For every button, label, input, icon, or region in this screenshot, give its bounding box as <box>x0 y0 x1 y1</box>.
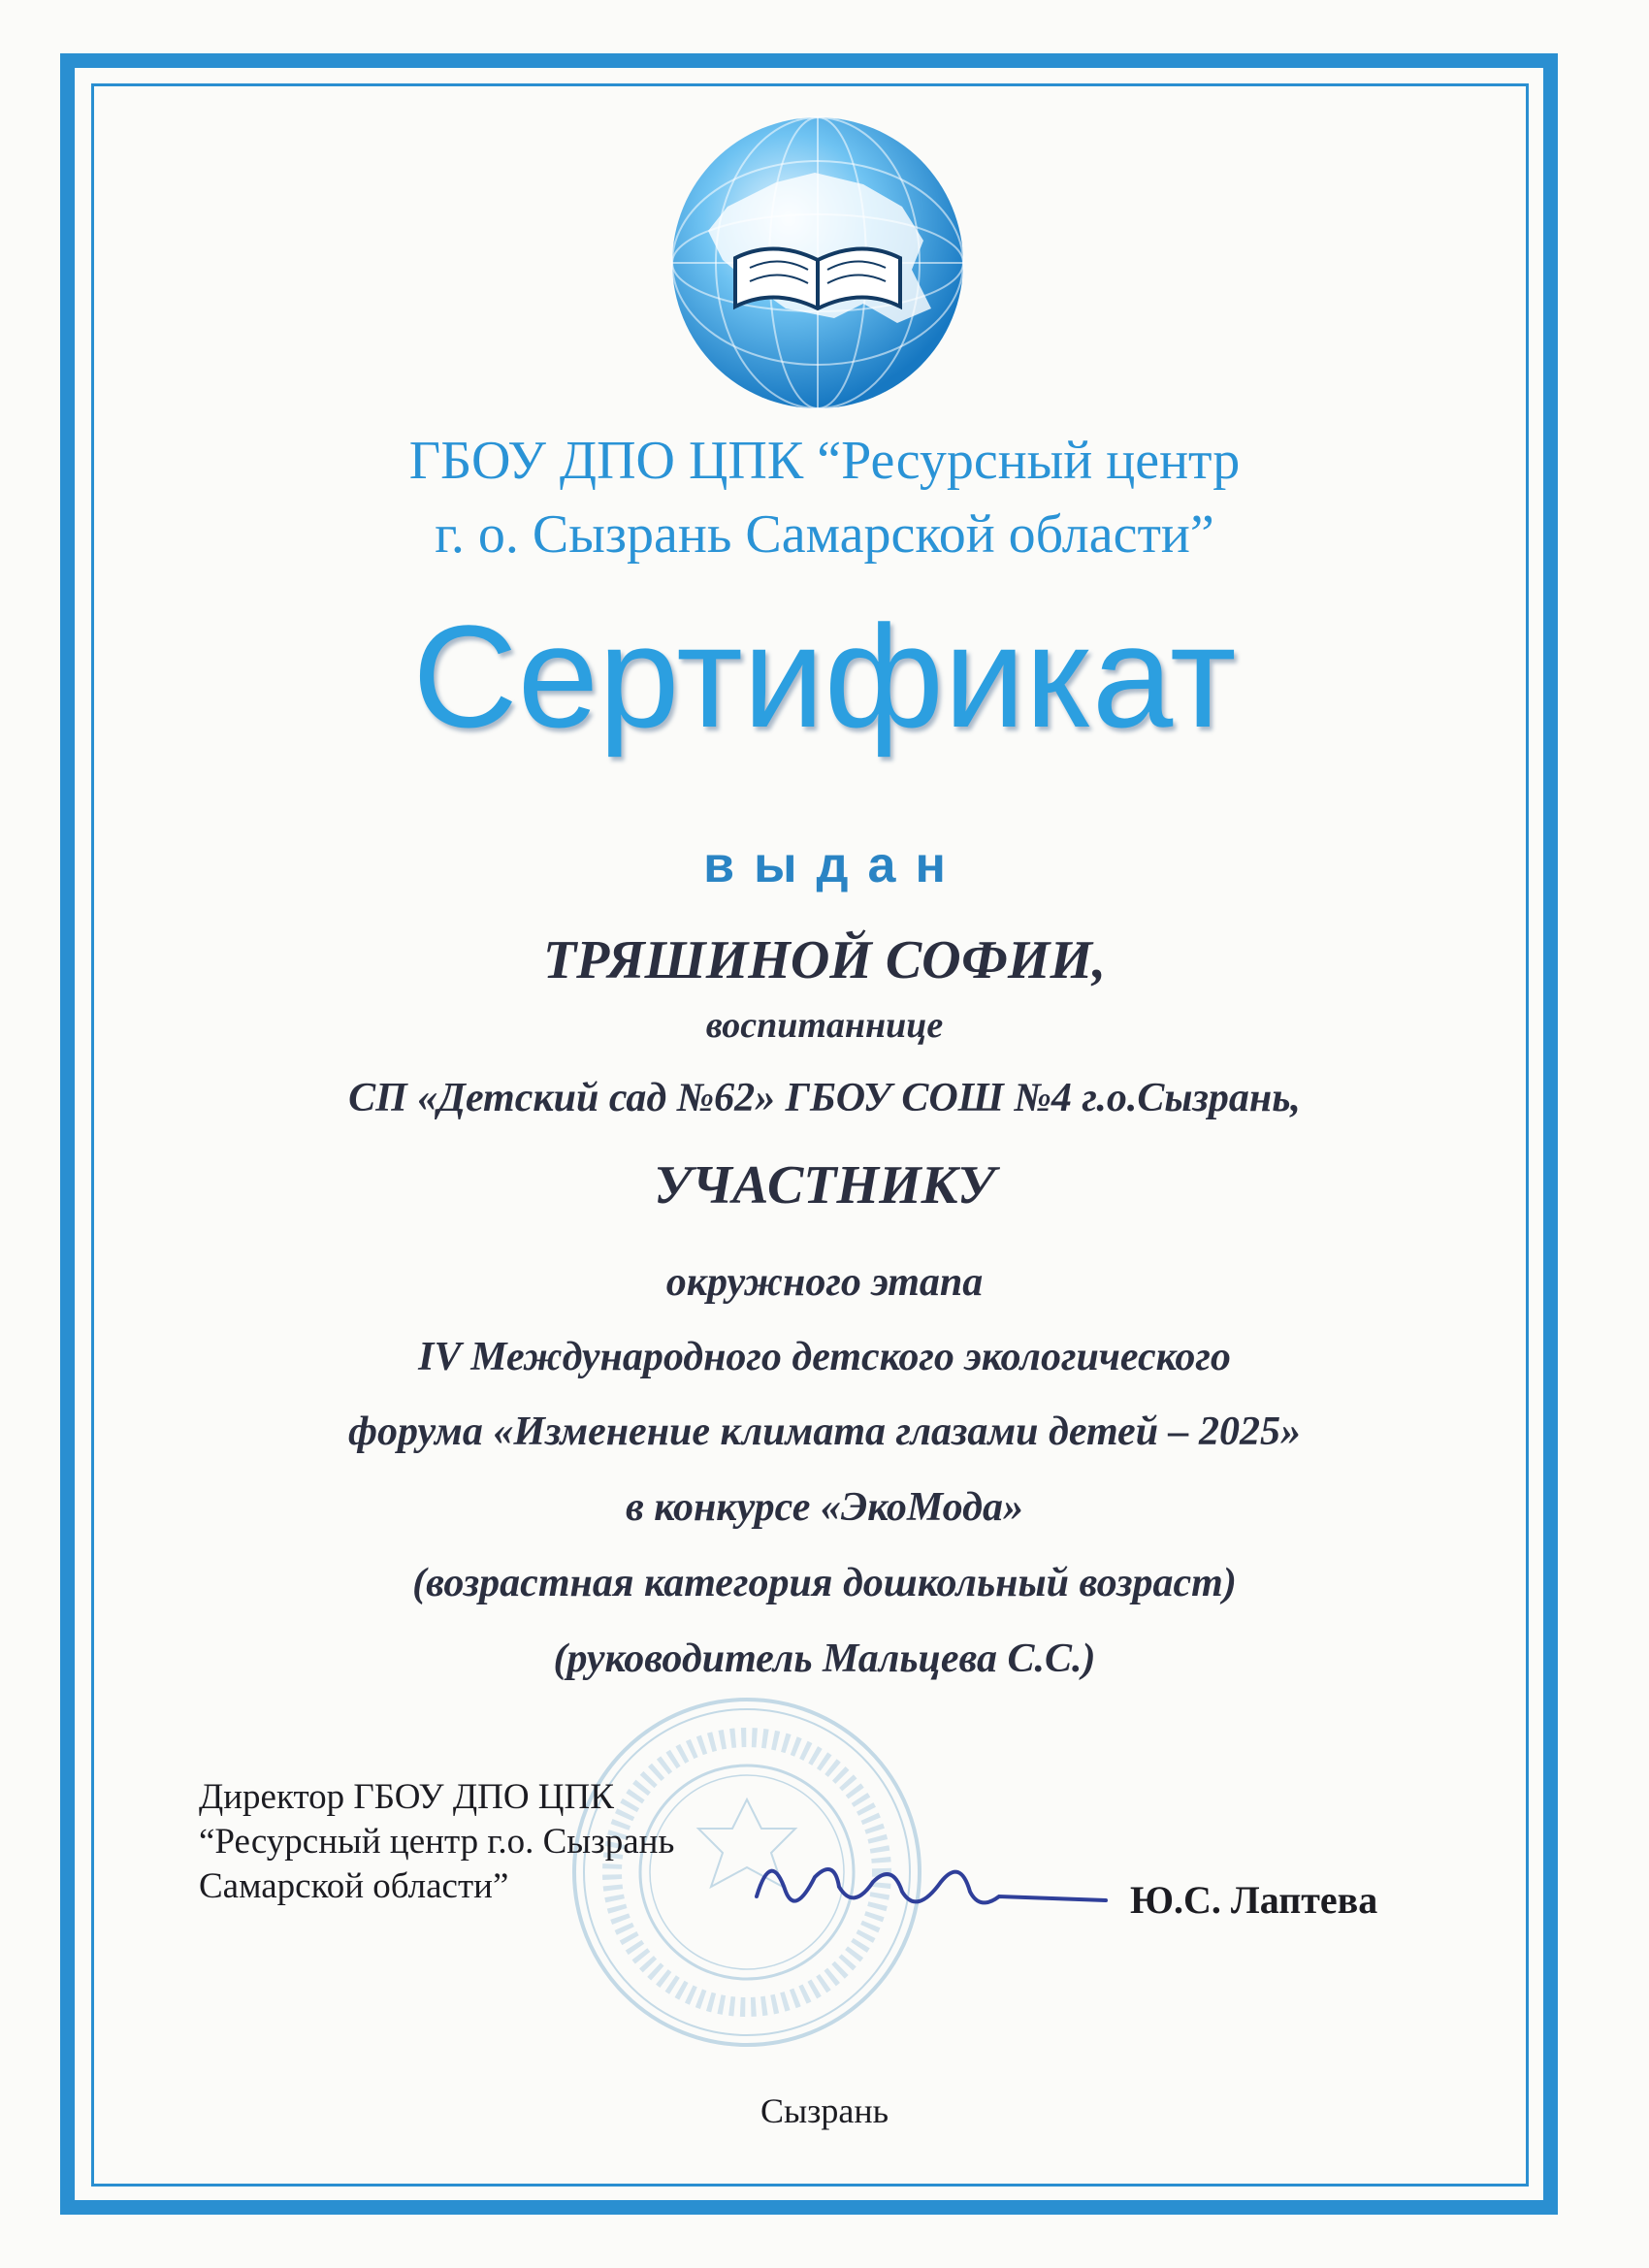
globe-book-logo-icon <box>669 114 966 411</box>
recipient-institution: СП «Детский сад №62» ГБОУ СОШ №4 г.о.Сызрань, <box>348 1076 1301 1120</box>
stage-text: окружного этапа <box>665 1260 984 1305</box>
supervisor-text: (руководитель Мальцева С.С.) <box>553 1636 1096 1681</box>
contest-text: в конкурсе «ЭкоМода» <box>626 1485 1023 1530</box>
participation-status: УЧАСТНИКУ <box>654 1155 995 1215</box>
forum-line1: IV Международного детского экологического <box>418 1335 1231 1379</box>
organization-name-line2: г. о. Сызрань Самарской области” <box>435 504 1214 565</box>
director-title-line3: Самарской области” <box>199 1866 509 1906</box>
forum-line2: форума «Изменение климата глазами детей – 2025» <box>347 1409 1302 1454</box>
director-name: Ю.С. Лаптева <box>1130 1878 1378 1922</box>
recipient-name: ТРЯШИНОЙ СОФИИ, <box>542 930 1107 990</box>
director-signature <box>747 1838 1116 1926</box>
age-category: (возрастная категория дошкольный возраст) <box>412 1561 1237 1605</box>
organization-name-line1: ГБОУ ДПО ЦПК “Ресурсный центр <box>408 431 1241 491</box>
director-title-line1: Директор ГБОУ ДПО ЦПК <box>199 1777 614 1817</box>
recipient-role: воспитаннице <box>705 1005 944 1046</box>
certificate-title: Сертификат <box>412 595 1237 758</box>
director-title-line2: “Ресурсный центр г.о. Сызрань <box>199 1822 675 1862</box>
director-title <box>199 1775 674 1909</box>
issued-label: выдан <box>703 837 965 893</box>
city-footer: Сызрань <box>760 2091 889 2130</box>
